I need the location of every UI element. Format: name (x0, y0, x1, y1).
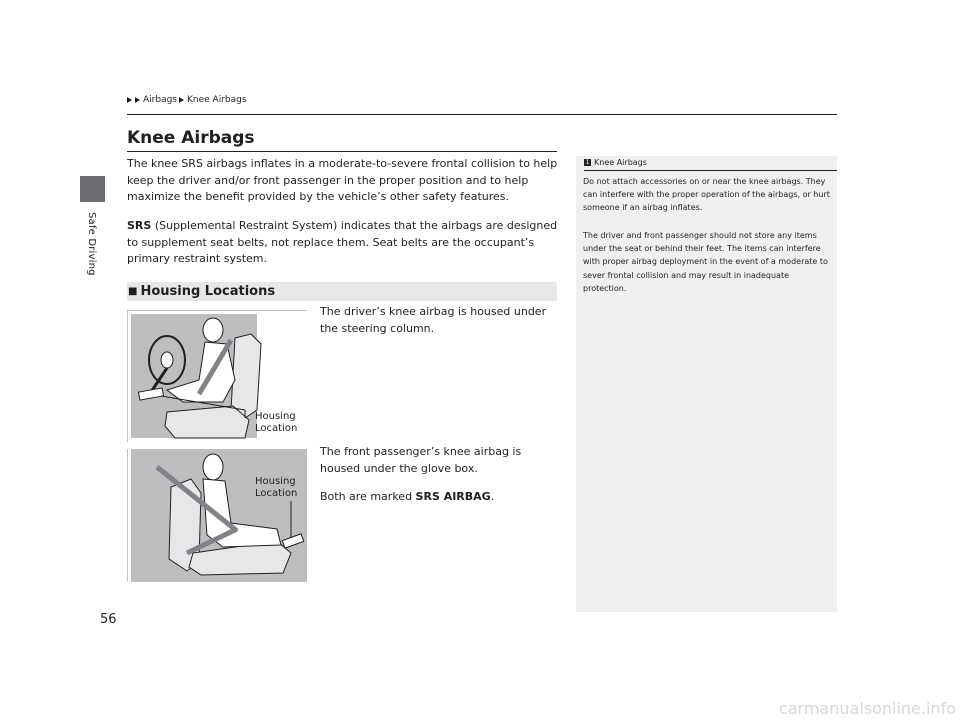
intro-paragraph: The knee SRS airbags inflates in a moderate-to-severe frontal collision to help keep the driver and/or front passenger in the proper position and to help maximize the benefit provided by the vehicle’s other safety features. (127, 157, 558, 203)
srs-paragraph (127, 218, 562, 268)
note-paragraph-2: The driver and front passenger should not store any items under the seat or behind their feet. The items can interfere with proper airbag deployment in the event of a moderate to sever frontal collision and may result in inadequate protection. (583, 231, 828, 293)
callout-line1: Housing (255, 411, 296, 422)
watermark: carmanualsonline.info (778, 699, 956, 718)
srs-text: (Supplemental Restraint System) indicates that the airbags are designed to supplement seat belts, not replace them. Seat belts are the occupant’s primary restraint system. (127, 219, 558, 265)
breadcrumb-knee-airbags[interactable]: Knee Airbags (187, 95, 247, 105)
marking-suffix: . (490, 490, 495, 503)
title-rule (127, 151, 557, 152)
breadcrumb (127, 95, 247, 105)
side-section-label: Safe Driving (86, 212, 97, 276)
section-heading (127, 282, 557, 301)
breadcrumb-arrow-icon (135, 97, 140, 103)
breadcrumb-arrow-icon (179, 97, 184, 103)
section-title: Housing Locations (140, 284, 276, 299)
marking-prefix: Both are marked (320, 490, 416, 503)
section-square-icon: ■ (128, 286, 138, 297)
passenger-description: The front passenger’s knee airbag is housed under the glove box. (320, 445, 522, 475)
srs-airbag-marking: SRS AIRBAG (415, 490, 491, 503)
driver-description: The driver’s knee airbag is housed under the steering column. (320, 305, 547, 335)
section-tab-line (104, 176, 105, 202)
page-title: Knee Airbags (127, 128, 255, 148)
callout-line1: Housing (255, 476, 296, 487)
note-rule (584, 170, 837, 171)
breadcrumb-airbags[interactable]: Airbags (143, 95, 177, 105)
marking-description (320, 489, 560, 506)
driver-knee-airbag-illustration (127, 310, 307, 442)
header-rule (127, 114, 837, 115)
page-number: 56 (100, 612, 117, 627)
srs-term: SRS (127, 219, 152, 232)
breadcrumb-arrow-icon (127, 97, 132, 103)
callout-line2: Location (255, 488, 298, 499)
note-heading (584, 158, 647, 167)
note-paragraph-1: Do not attach accessories on or near the knee airbags. They can interfere with the proper operation of the airbags, or hurt someone if an airbag inflates. (583, 177, 830, 213)
side-note-panel (576, 156, 837, 612)
note-heading-text: Knee Airbags (594, 158, 647, 167)
passenger-housing-callout (255, 476, 297, 500)
section-tab-marker (80, 176, 104, 202)
note-number-icon: 1 (585, 159, 590, 166)
passenger-knee-airbag-illustration (127, 449, 307, 582)
driver-housing-callout (255, 411, 297, 435)
callout-line2: Location (255, 423, 298, 434)
